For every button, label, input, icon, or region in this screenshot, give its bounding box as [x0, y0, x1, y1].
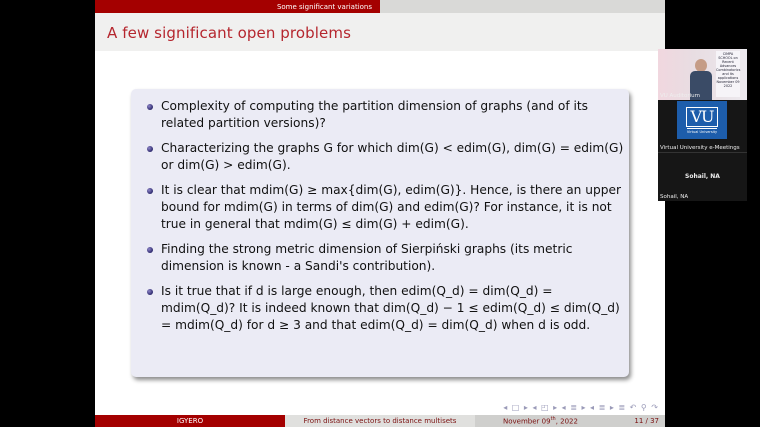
- content-block: [131, 89, 629, 377]
- bullet-text: Finding the strong metric dimension of Sierpiński graphs (its metric dimension is known - a Sandi's contribution).: [161, 242, 573, 273]
- bullet-text: Is it true that if d is large enough, then edim(Q_d) = dim(Q_d) = mdim(Q_d)? It is indeed known that dim(Q_d) − 1 ≤ edim(Q_d) ≤ dim(Q_d) = mdim(Q_d) for d ≥ 3 and that edim(Q_d) = dim(Q_d) when d is odd.: [161, 284, 620, 332]
- footer-talk-title: From distance vectors to distance multisets: [285, 415, 475, 427]
- bullet-icon: [147, 188, 153, 194]
- tile-label: Sohail, NA: [660, 194, 689, 200]
- school-banner: CIMPA SCHOOL on Recent Advances Combinatorics and its applications November 09 2022: [716, 51, 740, 97]
- bullet-icon: [147, 104, 153, 110]
- problem-list: [147, 98, 627, 342]
- tile-label: VU Auditorium: [660, 93, 700, 99]
- video-tile-sohail[interactable]: [658, 152, 747, 201]
- header-bar-right: [380, 0, 665, 13]
- bullet-icon: [147, 247, 153, 253]
- date-sup: th: [550, 416, 556, 423]
- list-item: [147, 140, 627, 174]
- bullet-text: It is clear that mdim(G) ≥ max{dim(G), edim(G)}. Hence, is there an upper bound for mdim(G) in terms of dim(G) and edim(G)? For instance, it is not true in general that mdim(G) ≤ dim(G) + edim(G).: [161, 183, 621, 231]
- participant-name-center: Sohail, NA: [685, 173, 720, 180]
- logo-subtext: Virtual University: [686, 129, 718, 134]
- logo-text: VU: [686, 107, 717, 127]
- slide-header-bar: [95, 0, 665, 13]
- video-participants-panel: [658, 49, 747, 201]
- date-prefix: November 09: [503, 417, 551, 426]
- footer-date-page: [475, 415, 665, 427]
- slide-footer: [95, 415, 665, 427]
- bullet-text: Characterizing the graphs G for which dim(G) < edim(G), dim(G) = edim(G) or dim(G) > edim(G).: [161, 141, 624, 172]
- footer-date: [503, 416, 578, 425]
- list-item: [147, 98, 627, 132]
- beamer-navigation-icons[interactable]: ◂ □ ▸ ◂ ◰ ▸ ◂ ≣ ▸ ◂ ≣ ▸ ≣ ↶ ⚲ ↷: [503, 403, 659, 412]
- date-suffix: , 2022: [555, 417, 578, 426]
- slide-title: A few significant open problems: [107, 24, 351, 42]
- page-number: 11 / 37: [634, 417, 659, 425]
- vu-logo-icon: [677, 101, 727, 139]
- footer-author: IGYERO: [95, 415, 285, 427]
- presentation-slide: [95, 0, 665, 427]
- tile-label: Virtual University e-Meetings: [660, 145, 740, 151]
- list-item: [147, 241, 627, 275]
- bullet-text: Complexity of computing the partition dimension of graphs (and of its related partition versions)?: [161, 99, 589, 130]
- frame-title-bar: [95, 13, 665, 51]
- section-name: Some significant variations: [95, 0, 380, 13]
- bullet-icon: [147, 289, 153, 295]
- video-tile-vu-emeetings[interactable]: [658, 100, 747, 152]
- bullet-icon: [147, 146, 153, 152]
- list-item: [147, 182, 627, 232]
- video-tile-vu-auditorium[interactable]: [658, 49, 747, 100]
- list-item: [147, 283, 627, 333]
